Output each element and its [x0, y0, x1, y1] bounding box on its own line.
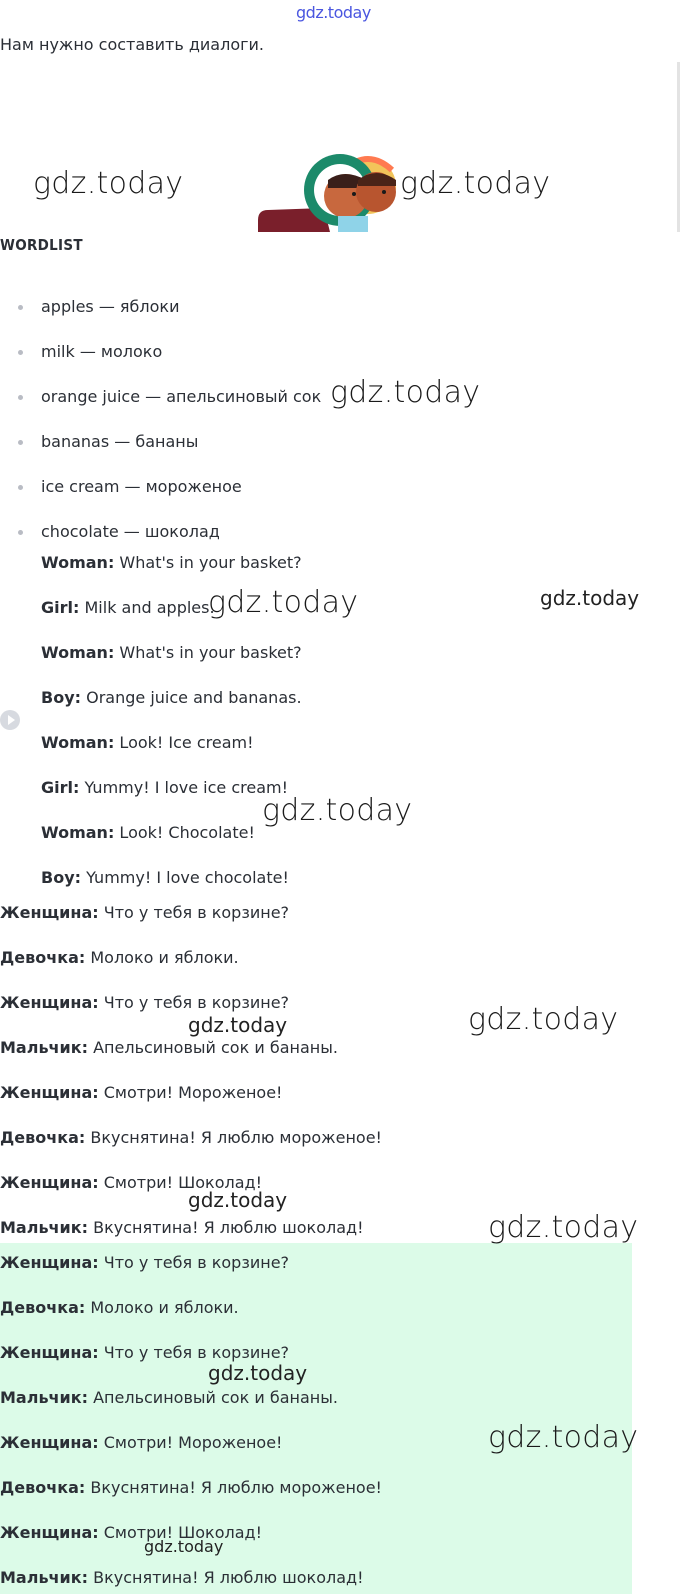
dialogue-line: Женщина: Смотри! Мороженое!: [0, 1433, 283, 1452]
watermark: gdz.today: [400, 166, 551, 201]
bullet-icon: [18, 485, 23, 490]
line-text: What's in your basket?: [114, 643, 302, 662]
line-text: Look! Chocolate!: [114, 823, 255, 842]
dialogue-line: Мальчик: Апельсиновый сок и бананы.: [0, 1388, 338, 1407]
watermark: gdz.today: [188, 1188, 288, 1212]
speaker-name: Boy: [41, 868, 75, 887]
speaker-name: Женщина: [0, 1083, 93, 1102]
dialogue-line: Woman: What's in your basket?: [41, 643, 302, 662]
dialogue-line: Женщина: Что у тебя в корзине?: [0, 1253, 290, 1272]
bullet-icon: [18, 530, 23, 535]
line-text: Orange juice and bananas.: [81, 688, 302, 707]
wordlist-item: bananas — бананы: [41, 432, 199, 451]
watermark: gdz.today: [330, 375, 481, 410]
wordlist-item: milk — молоко: [41, 342, 163, 361]
dialogue-line: Женщина: Что у тебя в корзине?: [0, 993, 290, 1012]
dialogue-line: Девочка: Молоко и яблоки.: [0, 948, 239, 967]
watermark: gdz.today: [488, 1210, 639, 1245]
speaker-name: Женщина: [0, 1523, 93, 1542]
dialogue-line: Женщина: Смотри! Мороженое!: [0, 1083, 283, 1102]
line-text: Вкуснятина! Я люблю шоколад!: [88, 1568, 364, 1587]
play-icon[interactable]: [0, 710, 20, 730]
speaker-name: Девочка: [0, 1128, 79, 1147]
watermark: gdz.today: [144, 1537, 224, 1556]
line-text: Что у тебя в корзине?: [98, 903, 290, 922]
speaker-name: Женщина: [0, 993, 93, 1012]
dialogue-line: Woman: Look! Chocolate!: [41, 823, 255, 842]
bullet-icon: [18, 350, 23, 355]
dialogue-line: Girl: Milk and apples.: [41, 598, 215, 617]
speaker-name: Мальчик: [0, 1568, 82, 1587]
line-text: What's in your basket?: [114, 553, 302, 572]
dialogue-line: Woman: Look! Ice cream!: [41, 733, 254, 752]
line-text: Look! Ice cream!: [114, 733, 254, 752]
bullet-icon: [18, 395, 23, 400]
line-text: Yummy! I love ice cream!: [79, 778, 288, 797]
dialogue-line: Женщина: Смотри! Шоколад!: [0, 1173, 263, 1192]
wordlist-item: chocolate — шоколад: [41, 522, 220, 541]
line-text: Молоко и яблоки.: [85, 948, 239, 967]
site-logo[interactable]: gdz.today: [296, 3, 371, 22]
speaker-name: Женщина: [0, 1253, 93, 1272]
speaker-name: Мальчик: [0, 1388, 82, 1407]
bullet-icon: [18, 440, 23, 445]
speaker-name: Girl: [41, 598, 73, 617]
speaker-name: Мальчик: [0, 1218, 82, 1237]
dialogue-line: Boy: Orange juice and bananas.: [41, 688, 302, 707]
line-text: Смотри! Шоколад!: [98, 1523, 263, 1542]
watermark: gdz.today: [262, 793, 413, 828]
speaker-name: Woman: [41, 553, 108, 572]
speaker-name: Женщина: [0, 903, 93, 922]
line-text: Что у тебя в корзине?: [98, 1253, 290, 1272]
dialogue-line: Девочка: Вкуснятина! Я люблю мороженое!: [0, 1128, 382, 1147]
dialogue-line: Девочка: Молоко и яблоки.: [0, 1298, 239, 1317]
dialogue-line: Женщина: Что у тебя в корзине?: [0, 903, 290, 922]
dialogue-line: Boy: Yummy! I love chocolate!: [41, 868, 289, 887]
speaker-name: Woman: [41, 733, 108, 752]
dialogue-line: Женщина: Что у тебя в корзине?: [0, 1343, 290, 1362]
line-text: Что у тебя в корзине?: [98, 993, 290, 1012]
speaker-name: Мальчик: [0, 1038, 82, 1057]
dialogue-line: Woman: What's in your basket?: [41, 553, 302, 572]
line-text: Вкуснятина! Я люблю мороженое!: [85, 1128, 382, 1147]
wordlist-item: orange juice — апельсиновый сок: [41, 387, 322, 406]
dialogue-line: Девочка: Вкуснятина! Я люблю мороженое!: [0, 1478, 382, 1497]
line-text: Что у тебя в корзине?: [98, 1343, 290, 1362]
watermark: gdz.today: [33, 166, 184, 201]
watermark: gdz.today: [540, 586, 640, 610]
watermark: gdz.today: [468, 1002, 619, 1037]
bullet-icon: [18, 305, 23, 310]
line-text: Milk and apples.: [79, 598, 215, 617]
wordlist-item: apples — яблоки: [41, 297, 180, 316]
watermark: gdz.today: [208, 585, 359, 620]
dialogue-line: Мальчик: Вкуснятина! Я люблю шоколад!: [0, 1568, 364, 1587]
speaker-name: Woman: [41, 823, 108, 842]
watermark: gdz.today: [488, 1420, 639, 1455]
speaker-name: Девочка: [0, 1478, 79, 1497]
speaker-name: Girl: [41, 778, 73, 797]
speaker-name: Женщина: [0, 1433, 93, 1452]
kids-illustration: [258, 146, 408, 232]
line-text: Смотри! Шоколад!: [98, 1173, 263, 1192]
wordlist-heading: WORDLIST: [0, 236, 83, 254]
line-text: Вкуснятина! Я люблю шоколад!: [88, 1218, 364, 1237]
speaker-name: Девочка: [0, 948, 79, 967]
dialogue-line: Girl: Yummy! I love ice cream!: [41, 778, 288, 797]
wordlist-item: ice cream — мороженое: [41, 477, 242, 496]
dialogue-line: Женщина: Смотри! Шоколад!: [0, 1523, 263, 1542]
task-description: Нам нужно составить диалоги.: [0, 35, 265, 54]
line-text: Молоко и яблоки.: [85, 1298, 239, 1317]
dialogue-line: Мальчик: Апельсиновый сок и бананы.: [0, 1038, 338, 1057]
line-text: Апельсиновый сок и бананы.: [88, 1388, 338, 1407]
watermark: gdz.today: [208, 1361, 308, 1385]
speaker-name: Женщина: [0, 1343, 93, 1362]
speaker-name: Девочка: [0, 1298, 79, 1317]
speaker-name: Женщина: [0, 1173, 93, 1192]
line-text: Апельсиновый сок и бананы.: [88, 1038, 338, 1057]
line-text: Yummy! I love chocolate!: [81, 868, 289, 887]
dialogue-line: Мальчик: Вкуснятина! Я люблю шоколад!: [0, 1218, 364, 1237]
line-text: Смотри! Мороженое!: [98, 1433, 283, 1452]
line-text: Вкуснятина! Я люблю мороженое!: [85, 1478, 382, 1497]
speaker-name: Boy: [41, 688, 75, 707]
line-text: Смотри! Мороженое!: [98, 1083, 283, 1102]
speaker-name: Woman: [41, 643, 108, 662]
watermark: gdz.today: [188, 1013, 288, 1037]
